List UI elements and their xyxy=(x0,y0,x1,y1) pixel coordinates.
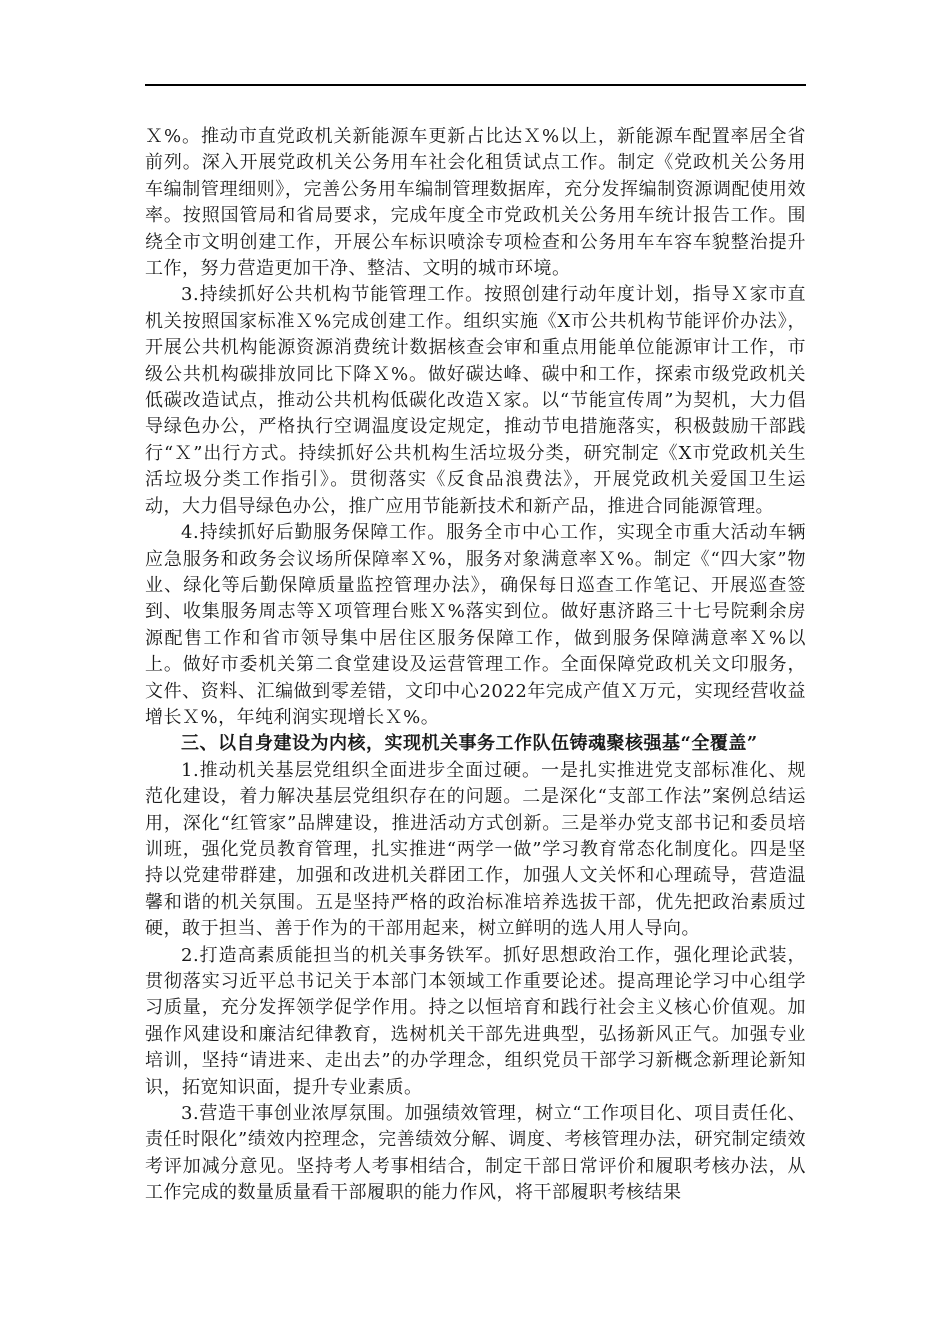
paragraph-work-atmosphere: 3.营造干事创业浓厚氛围。加强绩效管理，树立“工作项目化、项目责任化、责任时限化”绩效内控理念，完善绩效分解、调度、考核管理办法，研究制定绩效考评加减分意见。坚持考人考事相结合，制定干部日常评价和履职考核办法，从工作完成的数量质量看干部履职的能力作风，将干部履职考核结果 xyxy=(145,1103,806,1204)
document-body xyxy=(145,124,806,1207)
header-rule xyxy=(145,84,806,86)
paragraph-team-building: 2.打造高素质能担当的机关事务铁军。抓好思想政治工作，强化理论武装，贯彻落实习近平总书记关于本部门本领域工作重要论述。提高理论学习中心组学习质量，充分发挥领学促学作用。持之以恒培育和践行社会主义核心价值观。加强作风建设和廉洁纪律教育，选树机关干部先进典型，弘扬新风正气。加强专业培训，坚持“请进来、走出去”的办学理念，组织党员干部学习新概念新理论新知识，拓宽知识面，提升专业素质。 xyxy=(145,944,806,1098)
paragraph-logistics-service: 4.持续抓好后勤服务保障工作。服务全市中心工作，实现全市重大活动车辆应急服务和政务会议场所保障率Ｘ%，服务对象满意率Ｘ%。制定《“四大家”物业、绿化等后勤保障质量监控管理办法》，确保每日巡查工作笔记、开展巡查签到、收集服务周志等Ｘ项管理台账Ｘ%落实到位。做好惠济路三十七号院剩余房源配售工作和省市领导集中居住区服务保障工作，做到服务保障满意率Ｘ%以上。做好市委机关第二食堂建设及运营管理工作。全面保障党政机关文印服务，文件、资料、汇编做到零差错，文印中心2022年完成产值Ｘ万元，实现经营收益增长Ｘ%，年纯利润实现增长Ｘ%。 xyxy=(145,522,806,728)
paragraph-energy-management: 3.持续抓好公共机构节能管理工作。按照创建行动年度计划，指导Ｘ家市直机关按照国家标准Ｘ%完成创建工作。组织实施《X市公共机构节能评价办法》，开展公共机构能源资源消费统计数据核查会审和重点用能单位能源审计工作，市级公共机构碳排放同比下降Ｘ%。做好碳达峰、碳中和工作，探索市级党政机关低碳改造试点，推动公共机构低碳化改造Ｘ家。以“节能宣传周”为契机，大力倡导绿色办公，严格执行空调温度设定规定，推动节电措施落实，积极鼓励干部践行“Ｘ”出行方式。持续抓好公共机构生活垃圾分类，研究制定《X市党政机关生活垃圾分类工作指引》。贯彻落实《反食品浪费法》，开展党政机关爱国卫生运动，大力倡导绿色办公，推广应用节能新技术和新产品，推进合同能源管理。 xyxy=(145,284,806,517)
paragraph-party-organization: 1.推动机关基层党组织全面进步全面过硬。一是扎实推进党支部标准化、规范化建设，着力解决基层党组织存在的问题。二是深化“支部工作法”案例总结运用，深化“红管家”品牌建设，推进活动方式创新。三是举办党支部书记和委员培训班，强化党员教育管理，扎实推进“两学一做”学习教育常态化制度化。四是坚持以党建带群建，加强和改进机关群团工作，加强人文关怀和心理疏导，营造温馨和谐的机关氛围。五是坚持严格的政治标准培养选拔干部，优先把政治素质过硬，敢于担当、善于作为的干部用起来，树立鲜明的选人用人导向。 xyxy=(145,759,806,940)
paragraph-vehicle-continued: Ｘ%。推动市直党政机关新能源车更新占比达Ｘ%以上，新能源车配置率居全省前列。深入开展党政机关公务用车社会化租赁试点工作。制定《党政机关公务用车编制管理细则》，完善公务用车编制管理数据库，充分发挥编制资源调配使用效率。按照国管局和省局要求，完成年度全市党政机关公务用车统计报告工作。围绕全市文明创建工作，开展公车标识喷涂专项检查和公务用车车容车貌整治提升工作，努力营造更加干净、整洁、文明的城市环境。 xyxy=(145,126,806,280)
section-heading-3: 三、以自身建设为内核，实现机关事务工作队伍铸魂聚核强基“全覆盖” xyxy=(181,733,758,755)
